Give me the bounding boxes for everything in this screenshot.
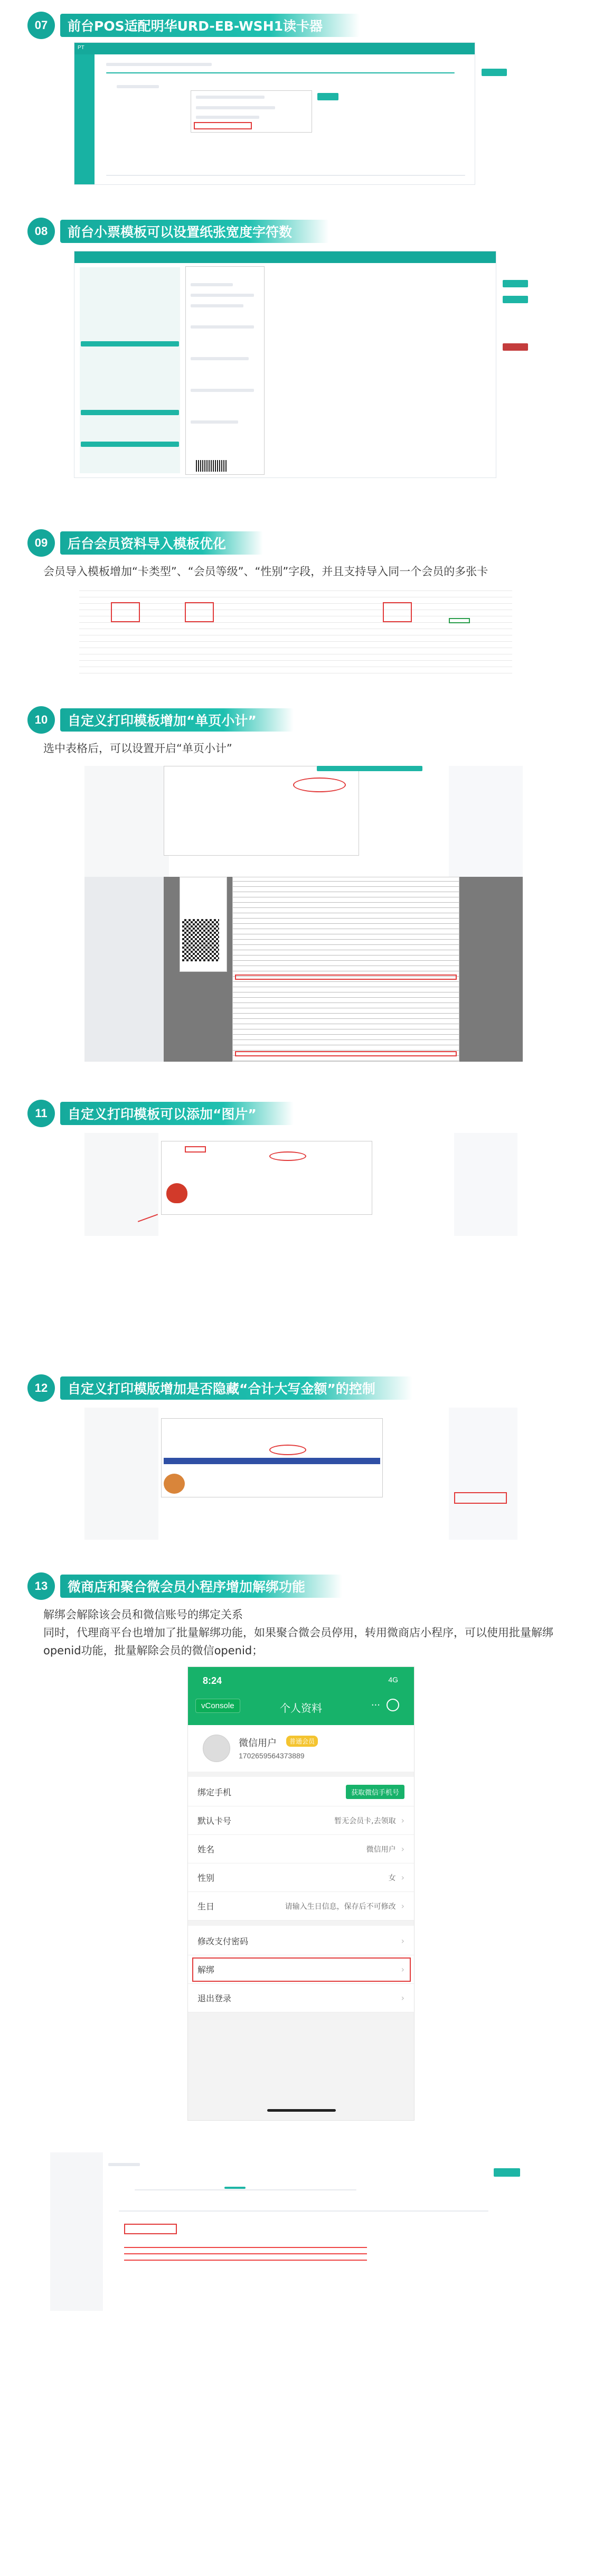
section-header-07 xyxy=(27,11,360,40)
profile-row-change-password[interactable]: 修改支付密码 › xyxy=(188,1927,414,1955)
batch-unbind-highlight xyxy=(124,2224,177,2234)
vconsole-button[interactable]: vConsole xyxy=(195,1699,240,1713)
section-header-08 xyxy=(27,217,329,246)
blue-table-header xyxy=(164,1458,380,1464)
fruit-image xyxy=(164,1474,185,1494)
side-action-button[interactable] xyxy=(503,296,528,303)
home-indicator xyxy=(267,2109,336,2112)
section-number: 13 xyxy=(27,1572,55,1600)
section-title: 自定义打印模版增加是否隐藏“合计大写金额”的控制 xyxy=(60,1376,412,1400)
receipt-preview xyxy=(185,266,265,475)
phone-header xyxy=(188,1667,414,1725)
page-subtotal-highlight xyxy=(235,975,457,980)
red-notice-text xyxy=(124,2245,367,2261)
member-badge: 普通会员 xyxy=(286,1736,318,1747)
profile-row-gender[interactable]: 性别 女 › xyxy=(188,1863,414,1892)
section-title: 前台POS适配明华URD-EB-WSH1读卡器 xyxy=(60,14,360,37)
get-phone-button[interactable]: 获取微信手机号 xyxy=(346,1785,404,1799)
user-name: 微信用户 xyxy=(239,1738,277,1749)
section-description: 选中表格后，可以设置开启“单页小计” xyxy=(43,742,232,755)
screenshot-add-image xyxy=(84,1133,517,1236)
selected-cell xyxy=(449,618,470,623)
user-phone: 17026595643738​89 xyxy=(239,1751,305,1760)
app-side-bar xyxy=(74,54,95,184)
section-header-11 xyxy=(27,1099,294,1128)
profile-row-birthday[interactable]: 生日 请输入生日信息，保存后不可修改 › xyxy=(188,1892,414,1921)
agent-sidebar xyxy=(50,2152,103,2311)
screenshot-page-subtotal xyxy=(84,766,523,1062)
chevron-right-icon: › xyxy=(401,1936,404,1946)
section-number: 10 xyxy=(27,706,55,734)
highlight-box xyxy=(194,122,252,129)
section-title: 微商店和聚合微会员小程序增加解绑功能 xyxy=(60,1575,342,1598)
confirm-button[interactable] xyxy=(317,93,338,100)
screenshot-agent-batch-unbind xyxy=(50,2152,557,2311)
section-description: 同时，代理商平台也增加了批量解绑功能，如果聚合微会员停用，转用微商店小程序，可以使用批量解绑openid功能，批量解除会员的微信openid； xyxy=(43,1626,553,1657)
side-action-button[interactable] xyxy=(503,280,528,287)
top-right-button[interactable] xyxy=(494,2168,520,2177)
section-number: 12 xyxy=(27,1374,55,1402)
more-icon[interactable]: ··· xyxy=(371,1700,380,1711)
section-title: 后台会员资料导入模板优化 xyxy=(60,531,263,555)
screenshot-import-template xyxy=(79,586,512,673)
page-subtotal-highlight xyxy=(235,1051,457,1056)
section-number: 09 xyxy=(27,529,55,557)
profile-row-name[interactable]: 姓名 微信用户 › xyxy=(188,1835,414,1863)
barcode-image xyxy=(196,460,228,472)
qr-code xyxy=(182,919,219,961)
status-time: 8:24 xyxy=(203,1675,222,1686)
section-description: 解绑会解除该会员和微信账号的绑定关系 xyxy=(43,1608,243,1621)
section-number: 07 xyxy=(27,12,55,39)
unbind-highlight xyxy=(192,1957,411,1982)
section-header-13 xyxy=(27,1571,342,1601)
profile-row-unbind[interactable]: 解绑 › xyxy=(188,1955,414,1984)
print-template-table xyxy=(232,877,459,1062)
phone-mockup xyxy=(187,1666,414,2121)
chevron-right-icon: › xyxy=(401,1815,404,1825)
section-title: 自定义打印模板可以添加“图片” xyxy=(60,1102,294,1125)
status-signal: 4G xyxy=(388,1675,398,1684)
screenshot-receipt-template xyxy=(74,251,496,478)
section-title: 自定义打印模板增加“单页小计” xyxy=(60,708,294,732)
section-header-10 xyxy=(27,705,294,735)
section-description: 会员导入模板增加“卡类型”、“会员等级”、“性别”字段，并且支持导入同一个会员的多张卡 xyxy=(43,565,488,578)
chevron-right-icon: › xyxy=(401,1872,404,1882)
avatar xyxy=(203,1735,230,1762)
chevron-right-icon: › xyxy=(401,1844,404,1854)
app-top-bar: PT xyxy=(74,43,475,54)
section-number: 11 xyxy=(27,1100,55,1127)
section-header-09 xyxy=(27,528,263,558)
chevron-right-icon: › xyxy=(401,1964,404,1974)
screenshot-pos-card-reader xyxy=(74,42,475,185)
profile-row-phone[interactable]: 绑定手机 获取微信手机号 xyxy=(188,1778,414,1806)
profile-row-card[interactable]: 默认卡号 暂无会员卡,去领取 › xyxy=(188,1806,414,1835)
chevron-right-icon: › xyxy=(401,1993,404,2003)
fruit-image xyxy=(166,1183,187,1203)
side-action-button[interactable] xyxy=(482,69,507,76)
page-title: 个人资料 xyxy=(280,1702,322,1715)
section-number: 08 xyxy=(27,218,55,245)
side-action-button-red[interactable] xyxy=(503,343,528,351)
profile-row-logout[interactable]: 退出登录 › xyxy=(188,1984,414,2012)
chevron-right-icon: › xyxy=(401,1901,404,1911)
close-circle-icon[interactable] xyxy=(387,1699,399,1711)
app-top-bar xyxy=(74,251,496,263)
screenshot-hide-total-uppercase xyxy=(84,1408,517,1540)
section-title: 前台小票模板可以设置纸张宽度字符数 xyxy=(60,220,329,243)
section-header-12 xyxy=(27,1373,412,1403)
